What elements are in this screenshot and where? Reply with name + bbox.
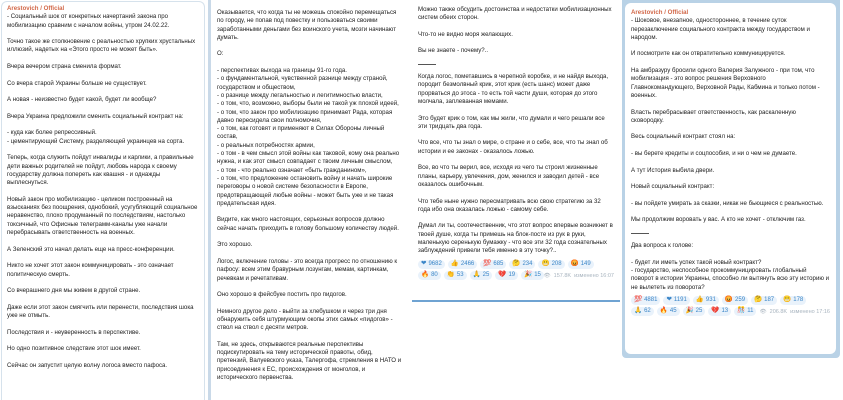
reaction-count: 80 [431, 272, 438, 279]
paragraph: Вчера вечером страна сменила формат. [7, 63, 122, 71]
reaction-button[interactable] [418, 271, 441, 280]
eye-icon: 👁 [543, 272, 551, 279]
celebrate-icon: 🎊 [737, 307, 746, 315]
post-body [217, 9, 404, 382]
paragraph: - вы берете кредиты и соцпособия, и ни о чем не думаете. [631, 150, 797, 158]
paragraph: Это хорошо. [217, 241, 253, 249]
paragraph: Там, не здесь, открываются реальные перспективы подискутировать на тему исторической правоты, обид, претензий, Валуевского указа, Талергофа, стремления в НАТО и присоединения к ЕС, происхождения от монголов, и исторического первенства. [217, 340, 402, 382]
post-3 [412, 0, 620, 302]
pray-icon: 🙏 [472, 271, 481, 279]
paragraph: Вчера Украина предложили сменить социальный контракт на: [7, 112, 184, 120]
edited-time: изменено 17:16 [790, 309, 830, 316]
paragraph: Немного другое дело - выйти за хлебушком и через три дня обнаружить себя штурмующим окопы этих самых «пидогов» - ствол на ствол с десяти метров. [217, 307, 393, 332]
post-body [631, 17, 830, 224]
reaction-count: 178 [793, 297, 804, 304]
reaction-count: 149 [580, 261, 591, 268]
reaction-count: 9682 [428, 261, 442, 268]
reaction-count: 234 [522, 261, 533, 268]
reaction-button[interactable] [568, 260, 594, 269]
reaction-button[interactable] [734, 307, 756, 316]
post-4 [625, 3, 836, 354]
paragraph: Сейчас он запустит целую волну логоса вместо пафоса. [7, 361, 168, 369]
reaction-button[interactable] [495, 271, 518, 280]
paragraph: Точно такое же столкновение с реальностью хрупких хрустальных иллюзий, надетых на «Этого просто не может быть». [7, 38, 196, 54]
paragraph: Оказывается, что когда ты не можешь спокойно перемещаться по городу, не попав под повестку и пользоваться своими заработанными деньгами без воинского учета, мозги начинают думать. [217, 9, 397, 41]
angry-face-icon: 😡 [724, 296, 734, 304]
hundred-icon: 💯 [634, 296, 643, 304]
reaction-count: 45 [669, 308, 677, 315]
post-body [7, 13, 199, 370]
reaction-button[interactable] [693, 296, 719, 305]
clap-icon: 👏 [446, 271, 455, 279]
thumbs-up-icon: 👍 [695, 296, 704, 304]
broken-heart-icon: 💔 [498, 271, 507, 279]
paragraph: Власть перебрасывает ответственность, как раскаленную сковородку. [631, 108, 796, 124]
paragraph: Что тебе ныне нужно пересматривать всю свою стратегию за 32 года ибо она оказалась ложью - самому себе. [418, 197, 601, 213]
hundred-icon: 💯 [483, 260, 492, 268]
reaction-count: 19 [508, 272, 516, 279]
edited-time: изменено 16:07 [574, 272, 614, 279]
channel-name[interactable]: Arestovich / Official [7, 5, 65, 12]
paragraph: - вы пойдете умирать за сказки, никак не бьющиеся с реальностью. [631, 199, 824, 207]
reaction-button[interactable] [418, 260, 445, 269]
post-body-continued [631, 242, 830, 292]
fire-icon: 🔥 [659, 307, 668, 315]
paragraph: Видите, как много настоящих, серьезных вопросов должно сейчас начать приходить в голову большому количеству людей. [217, 216, 399, 232]
view-count: 206.8K [769, 309, 788, 316]
paragraph: Весь социальный контракт стоял на: [631, 133, 736, 141]
reaction-count: 1191 [673, 297, 687, 304]
paragraph: Со вчера старой Украины больше не существует. [7, 79, 147, 87]
thinking-face-icon: 🤔 [754, 296, 763, 304]
fire-icon: 🔥 [421, 271, 430, 279]
reaction-count: 208 [551, 261, 562, 268]
reaction-count: 4881 [644, 297, 658, 304]
reaction-button[interactable] [631, 296, 660, 305]
reaction-count: 15 [534, 272, 541, 279]
paragraph: А новая - неизвестно будет какой, будет ли вообще? [7, 96, 157, 104]
separator [418, 64, 436, 65]
reaction-button[interactable] [683, 307, 706, 316]
paragraph: Два вопроса к голове: [631, 242, 694, 250]
post-body [418, 6, 614, 56]
paragraph: Что все, что ты знал о мире, о стране и о себе, все, что ты знал об истории и ее законах - оказалось ложью. [418, 139, 608, 155]
reaction-button[interactable] [631, 307, 654, 316]
thinking-face-icon: 🤔 [512, 260, 521, 268]
paragraph: Думал ли ты, соотечественник, что этот вопрос впервые возникнет в твоей душе, когда ты примешь на блок-посте из рук в руки, маленькую серенькую бумажку - что все эти 32 года сознательных заблуждений привели тебя именно в эту точку?.. [418, 222, 613, 255]
post-2 [208, 0, 410, 400]
paragraph: - Социальный шок от конкретных начертаний закона про мобилизацию сравним с началом войны, утром 24.02.22. [7, 13, 170, 29]
party-icon: 🎉 [524, 271, 533, 279]
paragraph: Можно также обсудить достоинства и недостатки мобилизационных систем обеих сторон. [418, 6, 612, 22]
channel-name[interactable]: Arestovich / Official [631, 9, 689, 16]
reaction-count: 13 [721, 308, 729, 315]
grimace-face-icon: 😬 [541, 260, 550, 268]
paragraph: И посмотрите как он отвратительно коммуницируется. [631, 50, 786, 58]
reaction-button[interactable] [448, 260, 477, 269]
paragraph: О: [217, 50, 224, 58]
paragraph: Новый социальный контракт: [631, 183, 715, 191]
paragraph: Никто не хочет этот закон коммуницировать - это означает политическую смерть. [7, 262, 174, 278]
reaction-button[interactable] [444, 271, 467, 280]
pray-icon: 🙏 [634, 307, 643, 315]
reaction-button[interactable] [751, 296, 777, 305]
reaction-count: 931 [705, 297, 716, 304]
paragraph: Вы не знаете - почему?.. [418, 47, 489, 55]
reaction-count: 62 [644, 308, 651, 315]
paragraph: - перспективах выхода на границы 91-го года. - о фундаментальной, чувственной разнице между страной, государством и обществом, - о разнице между легальностью и легитимностью власти, - о том, что, возможно, выборы были не такой уж плохой идеей, - о том, что закон про мобилизацию принимает Рада, которая давно пересидела свои полномочия, - о том, как готовят и применяют в Силах Обороны личный состав, - о реальных потребностях армии, - о том - в чем смысл этой войны как таковой, кому она реально нужна, и как этот смысл совпадает с твоим личным смыслом, - о том - что реально означает «быть гражданином», - о том, что предложение остановить войну и начать широкие переговоры о новой системе безопасности в Европе, предотвращающей любые войны - может быть уже и не такая предательская идея. [217, 67, 400, 207]
heart-icon: ❤ [421, 260, 427, 268]
paragraph: На амбразуру бросили одного Валерия Залужного - при том, что мобилизация - это вопрос решения Верховного Главнокомандующего, Верховной Рады, Кабмина и только потом - военных. [631, 67, 820, 99]
paragraph: Даже если этот закон смягчить или перенести, последствия шока уже не отмыть. [7, 303, 194, 319]
reaction-button[interactable] [480, 260, 506, 269]
broken-heart-icon: 💔 [711, 307, 720, 315]
reaction-button[interactable] [780, 296, 806, 305]
reaction-count: 25 [695, 308, 703, 315]
reaction-count: 259 [735, 297, 746, 304]
paragraph: Что-то не видно моря желающих. [418, 30, 513, 38]
reaction-button[interactable] [657, 307, 680, 316]
paragraph: Со вчерашнего дня мы живем в другой стране. [7, 287, 141, 295]
paragraph: Когда логос, пометавшись в черепной коробке, и не найдя выхода, породит безмолвный крик, этот крик (есть шанс) может даже прорваться до этоса - то есть той части души, которая до этого молчала, заплеванная мемами. [418, 73, 609, 105]
paragraph: - будет ли иметь успех такой новый контракт? - государство, неспособное прокоммуницировать глобальный поворот в истории Украины, способно ли вытянуть всю эту историю и не вылететь из поворота? [631, 258, 830, 291]
paragraph: А тут История выбила двери. [631, 166, 715, 174]
reaction-button[interactable] [509, 260, 535, 269]
reaction-button[interactable] [538, 260, 564, 269]
grimace-face-icon: 😬 [783, 296, 792, 304]
paragraph: Все, во что ты верил, все, исходя из чего ты строил жизненные планы, карьеру, увлечения, дом, женился и заводил детей - все оказалось ошибочным. [418, 164, 600, 188]
view-count: 157.8K [553, 272, 572, 279]
post-1 [1, 1, 205, 400]
reaction-button[interactable] [663, 296, 689, 305]
reaction-count: 53 [456, 272, 464, 279]
reaction-button[interactable] [708, 307, 731, 316]
paragraph: Теперь, когда служить пойдут инвалиды и карлики, а правильные дети важных родителей не пойдут, любовь народа к своему государству должна попереть как квашня - и однажды выплеснуться. [7, 154, 194, 187]
reaction-count: 25 [482, 272, 490, 279]
eye-icon: 👁 [759, 309, 767, 316]
reaction-count: 11 [747, 308, 754, 315]
reaction-button[interactable] [722, 296, 748, 305]
reaction-count: 685 [493, 261, 504, 268]
paragraph: - куда как более репрессивный. - цементирующий Систему, разделяющей украинцев на сорта. [7, 129, 185, 145]
paragraph: Последствия и - неуверенность в перспективе. [7, 328, 141, 336]
heart-icon: ❤ [666, 296, 672, 304]
reaction-button[interactable] [470, 271, 493, 280]
party-icon: 🎉 [685, 307, 694, 315]
reaction-count: 2466 [460, 261, 475, 268]
paragraph: Но одно позитивное следствие этот шок имеет. [7, 345, 141, 353]
paragraph: Мы продолжим воровать у вас. А кто не хочет - отключим газ. [631, 216, 806, 224]
reaction-button[interactable] [521, 271, 544, 280]
separator [631, 233, 649, 234]
paragraph: А Зеленский это начал делать еще на пресс-конференции. [7, 245, 175, 253]
paragraph: Это будет крик о том, как мы жили, что думали и чего решали все эти тридцать два года. [418, 114, 605, 130]
paragraph: Логос, включение головы - это всегда прогресс по отношению к пафосу: всем этим бравурным лозунгам, мемам, картинкам, речевкам и речетативам. [217, 257, 398, 282]
reaction-count: 187 [764, 297, 775, 304]
post-body-continued [418, 73, 614, 256]
paragraph: Новый закон про мобилизацию - целиком построенный на взысканиях без поощрения, однобокий, усугубляющий социальное неравенство, плохо продуманный по последствиям, настолько токсичный, что Офисные телеграмм-каналы уже начали перебрасывать ответственность на военных. [7, 195, 198, 237]
thumbs-up-icon: 👍 [450, 260, 459, 268]
paragraph: Оно хорошо в фейсбуке постить про пидогов. [217, 291, 347, 299]
paragraph: - Шоковое, внезапное, одностороннее, в течение суток перезаключение социального контракта между государством и народом. [631, 17, 810, 41]
angry-face-icon: 😡 [570, 260, 579, 268]
